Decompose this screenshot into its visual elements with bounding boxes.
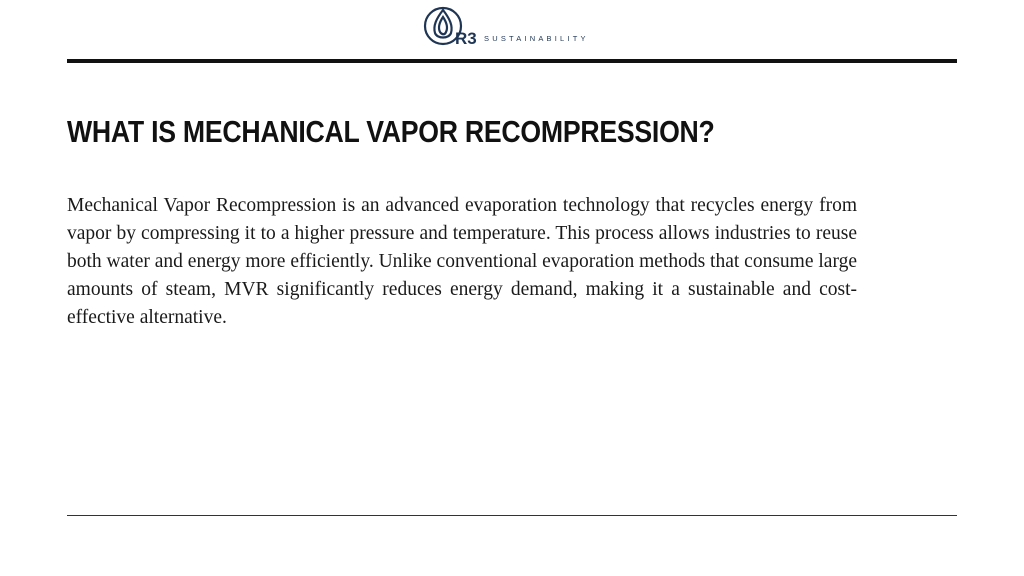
logo-wordmark: SUSTAINABILITY <box>484 34 589 43</box>
top-divider <box>67 59 957 63</box>
bottom-divider <box>67 515 957 516</box>
logo-mark: R3 <box>455 29 477 48</box>
body-paragraph: Mechanical Vapor Recompression is an advanced evaporation technology that recycles energy from vapor by compressing it to a higher pressure and temperature. This process allows industries to reuse both water and energy more efficiently. Unlike conventional evaporation methods that consume large amounts of steam, MVR significantly reduces energy demand, making it a sustainable and cost-effective alternative. <box>67 195 857 328</box>
page-title: WHAT IS MECHANICAL VAPOR RECOMPRESSION? <box>67 114 715 149</box>
company-logo <box>422 4 612 48</box>
